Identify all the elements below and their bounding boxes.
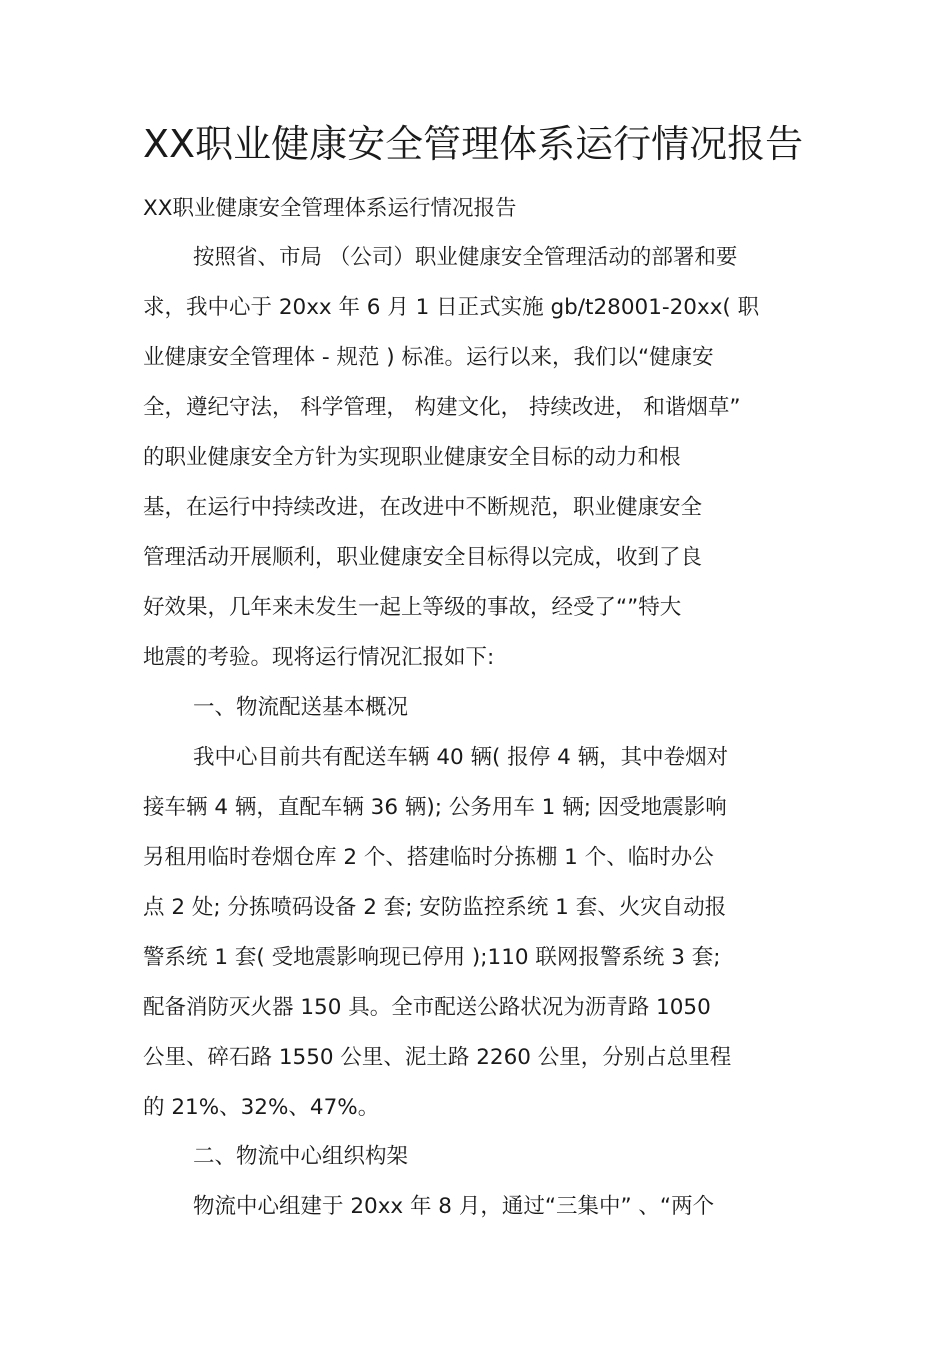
paragraph-line: 求，我中心于 20xx 年 6 月 1 日正式实施 gb/t28001-20xx( 职 [143,295,760,320]
paragraph-line: 点 2 处; 分拣喷码设备 2 套; 安防监控系统 1 套、火灾自动报 [143,895,727,920]
paragraph-line: 全，遵纪守法， 科学管理， 构建文化， 持续改进， 和谐烟草” [143,395,741,420]
paragraph-line: 按照省、市局 （公司）职业健康安全管理活动的部署和要 [193,245,738,270]
paragraph-line: 基，在运行中持续改进，在改进中不断规范，职业健康安全 [143,495,703,520]
paragraph-line: 的 21%、32%、47%。 [143,1095,380,1120]
paragraph-line: 好效果，几年来未发生一起上等级的事故，经受了“”特大 [143,595,682,620]
paragraph-line: 我中心目前共有配送车辆 40 辆( 报停 4 辆，其中卷烟对 [193,745,729,770]
paragraph-line: 公里、碎石路 1550 公里、泥土路 2260 公里，分别占总里程 [143,1045,732,1070]
paragraph-line: 物流中心组建于 20xx 年 8 月，通过“三集中” 、“两个 [193,1194,715,1219]
paragraph-line: 管理活动开展顺利，职业健康安全目标得以完成，收到了良 [143,545,703,570]
document-title: XX职业健康安全管理体系运行情况报告 [143,122,804,166]
paragraph-line: 接车辆 4 辆，直配车辆 36 辆); 公务用车 1 辆; 因受地震影响 [143,795,727,820]
paragraph-line: 的职业健康安全方针为实现职业健康安全目标的动力和根 [143,445,681,470]
paragraph-line: 地震的考验。现将运行情况汇报如下: [143,645,495,670]
section-heading: 二、物流中心组织构架 [193,1144,409,1169]
section-heading: 一、物流配送基本概况 [193,695,409,720]
paragraph-line: 配备消防灭火器 150 具。全市配送公路状况为沥青路 1050 [143,995,711,1020]
paragraph-line: 警系统 1 套( 受地震影响现已停用 );110 联网报警系统 3 套; [143,945,721,970]
paragraph-line: 业健康安全管理体 - 规范 ) 标准。运行以来，我们以“健康安 [143,345,714,370]
paragraph-line: 另租用临时卷烟仓库 2 个、搭建临时分拣棚 1 个、临时办公 [143,845,714,870]
document-subtitle: XX职业健康安全管理体系运行情况报告 [143,196,517,221]
